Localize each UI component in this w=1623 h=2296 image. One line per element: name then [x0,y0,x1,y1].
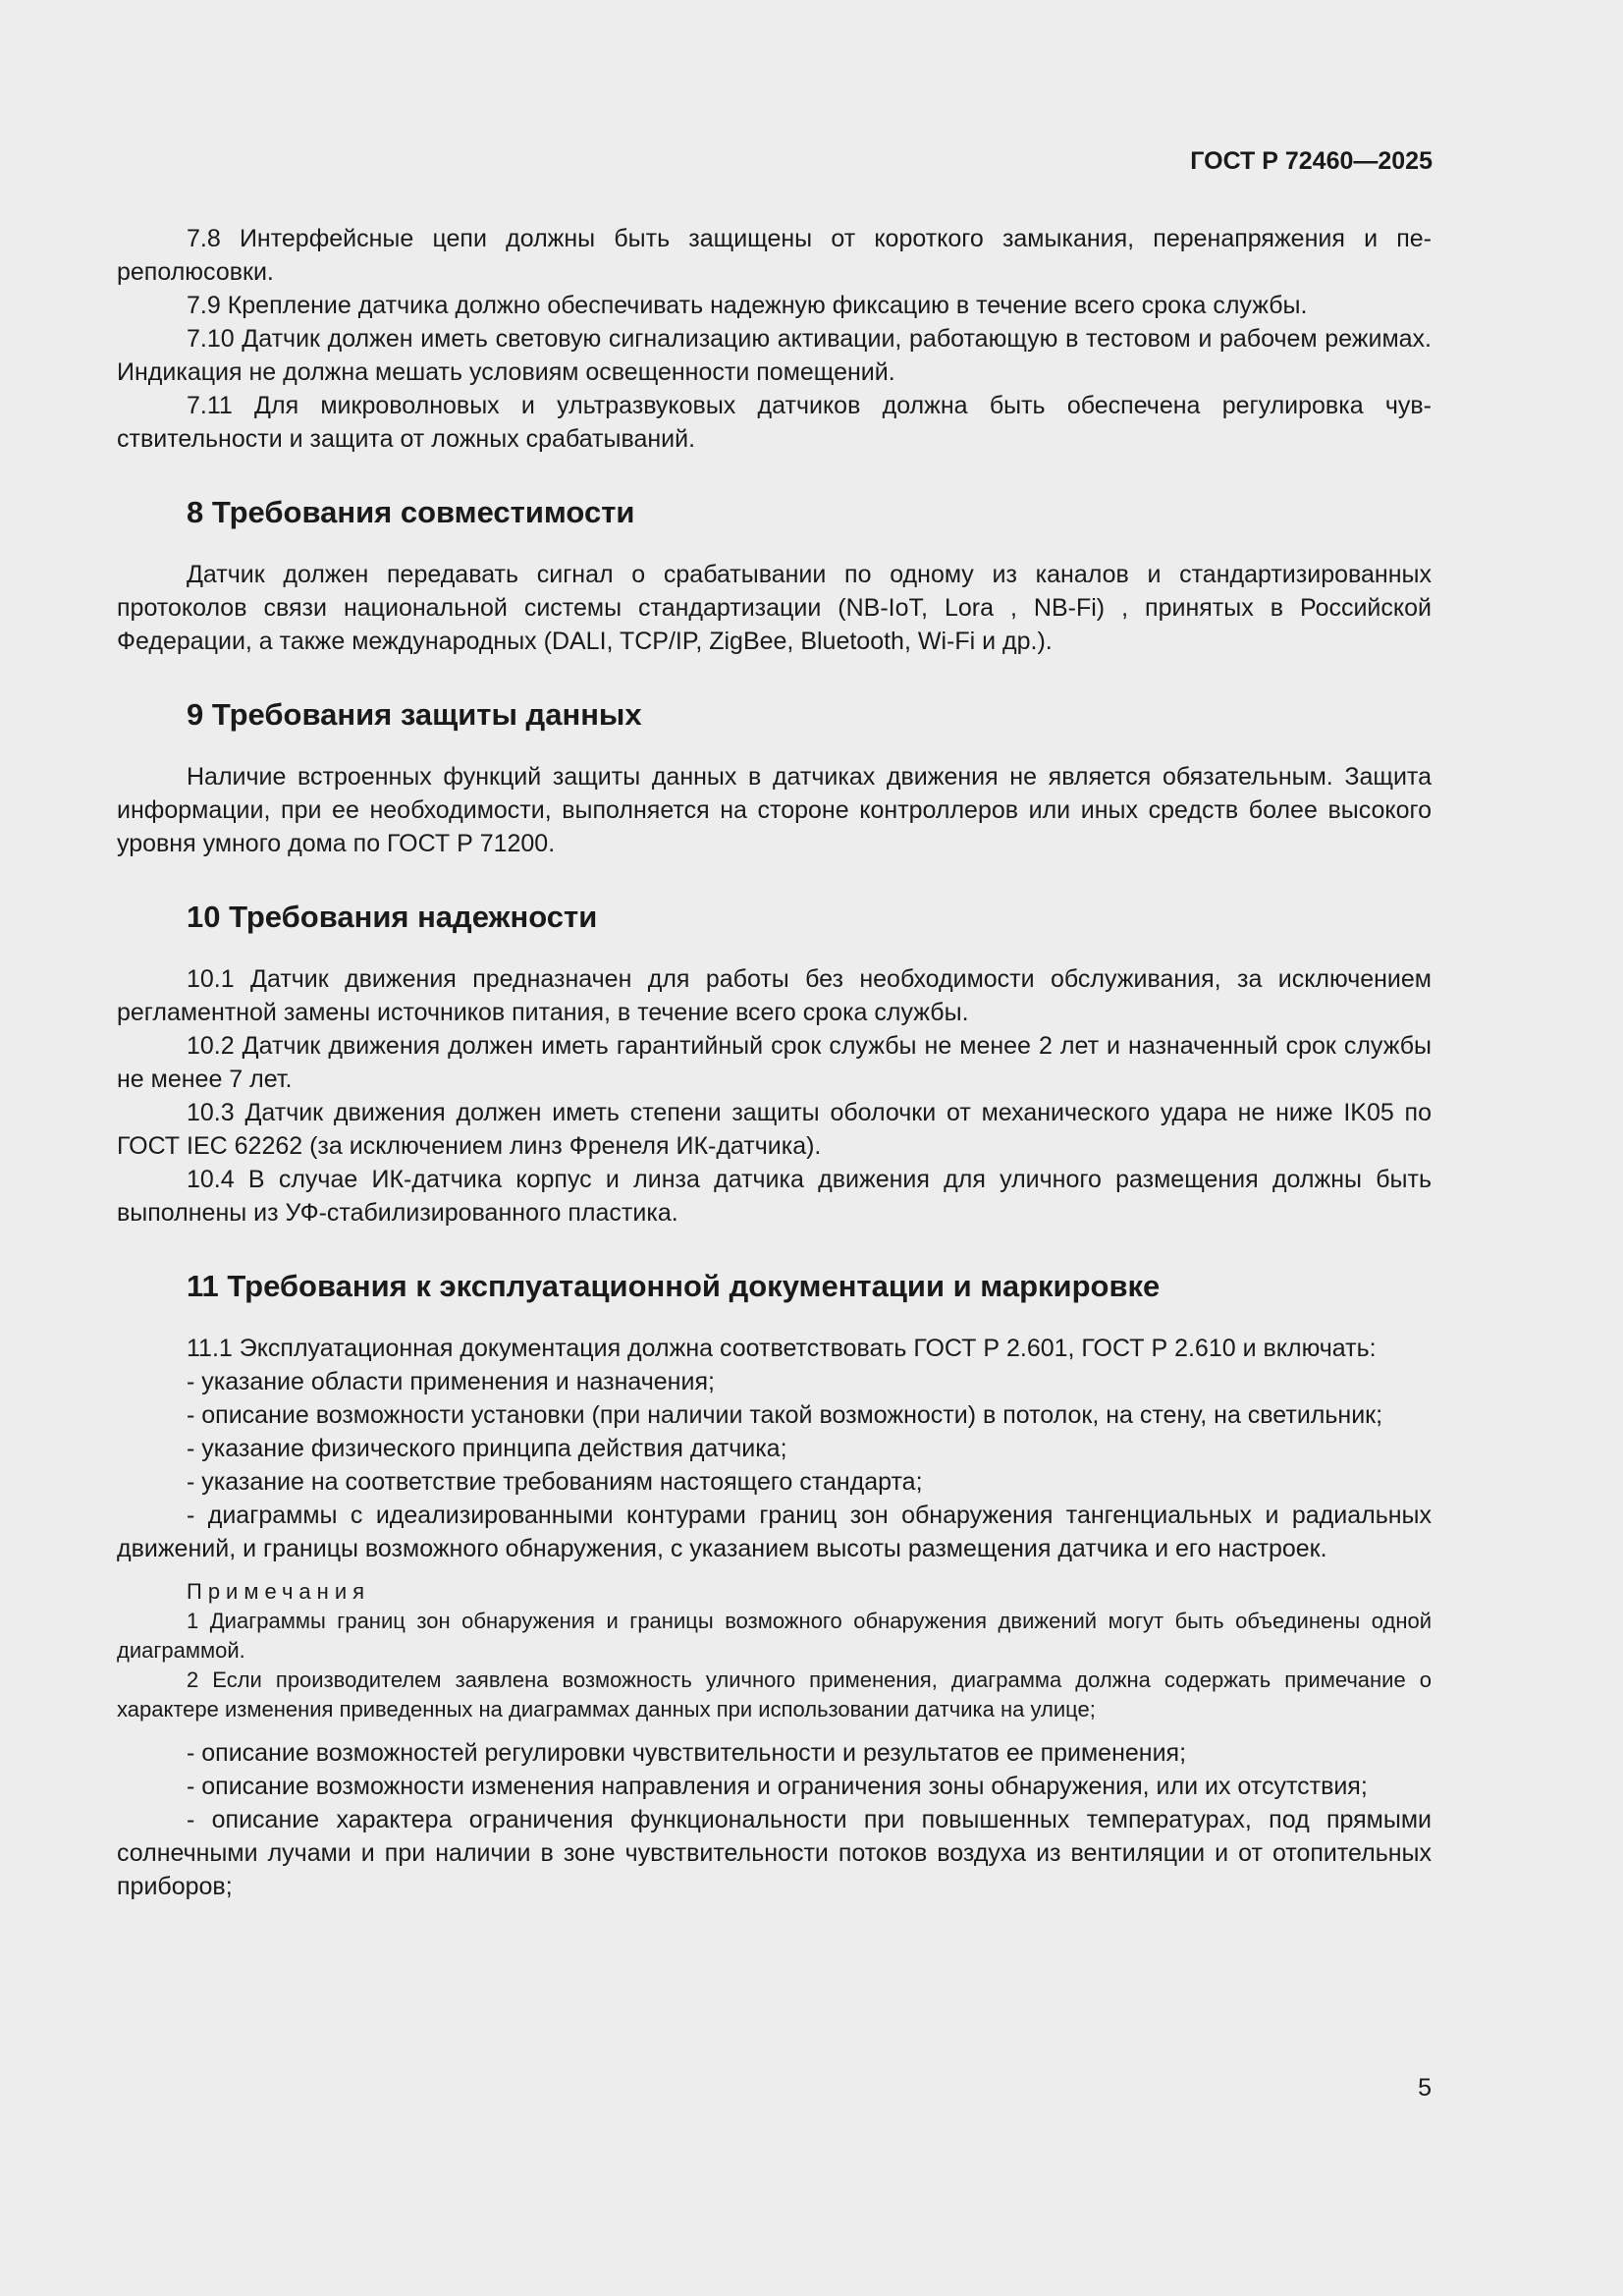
section-9-paragraph: Наличие встроенных функций защиты данных в датчиках движения не является обязательным. Защита информации, при ее необходимости, выполняется на стороне контроллеров или иных средств более высокого уровня умного дома по ГОСТ Р 71200. [117,763,1432,857]
paragraph-10-4: 10.4 В случае ИК-датчика корпус и линза датчика движения для уличного размещения должны быть выполнены из УФ-стабилизированного пластика. [117,1166,1432,1227]
section-8-paragraph: Датчик должен передавать сигнал о срабатывании по одному из каналов и стандартизированных протоколов связи национальной системы стандартизации (NB-IoT, Lora , NB-Fi) , принятых в Российской Федерации, а также международных (DALI, TCP/IP, ZigBee, Bluetooth, Wi-Fi и др.). [117,561,1432,655]
list-item: - указание на соответствие требованиям настоящего стандарта; [187,1468,923,1496]
list-item: - описание возможностей регулировки чувствительности и результатов ее применения; [187,1739,1187,1767]
paragraph-10-3: 10.3 Датчик движения должен иметь степени защиты оболочки от механического удара не ниже IK05 по ГОСТ IEC 62262 (за исключением линз Френеля ИК-датчика). [117,1099,1432,1160]
list-item: - указание физического принципа действия датчика; [187,1435,787,1462]
list-item: - диаграммы с идеализированными контурами границ зон обнаружения тангенциальных и радиальных движений, и границы возможного обнаружения, с указанием высоты размещения датчика и его настроек. [117,1502,1432,1562]
note-item: 1 Диаграммы границ зон обнаружения и границы возможного обнаружения движений могут быть объединены одной диаграммой. [117,1609,1432,1663]
paragraph-10-2: 10.2 Датчик движения должен иметь гарантийный срок службы не менее 2 лет и назначенный срок службы не менее 7 лет. [117,1032,1432,1093]
page-content [117,222,1432,1903]
paragraph-11-1: 11.1 Эксплуатационная документация должна соответствовать ГОСТ Р 2.601, ГОСТ Р 2.610 и включать: [187,1335,1377,1362]
section-10-heading: 10 Требования надежности [187,900,598,934]
list-item: - описание возможности установки (при наличии такой возможности) в потолок, на стену, на светильник; [187,1401,1383,1429]
paragraph-7-8: 7.8 Интерфейсные цепи должны быть защищены от короткого замыкания, перенапряжения и переполюсовки. [117,225,1432,286]
note-item: 2 Если производителем заявлена возможность уличного применения, диаграмма должна содержать примечание о характере изменения приведенных на диаграммах данных при использовании датчика на улице; [117,1667,1432,1722]
list-item: - указание области применения и назначения; [187,1368,715,1395]
paragraph-7-11: 7.11 Для микроволновых и ультразвуковых датчиков должна быть обеспечена регулировка чувствительности и защита от ложных срабатываний. [117,392,1432,453]
standard-code-header: ГОСТ Р 72460—2025 [1190,147,1433,175]
list-item: - описание характера ограничения функциональности при повышенных температурах, под прямыми солнечными лучами и при наличии в зоне чувствительности потоков воздуха из вентиляции и от отопительных приборов; [117,1806,1432,1900]
section-8-heading: 8 Требования совместимости [187,495,635,529]
notes-block [117,1577,1432,1724]
paragraph-7-9: 7.9 Крепление датчика должно обеспечивать надежную фиксацию в течение всего срока службы. [187,292,1308,319]
paragraph-10-1: 10.1 Датчик движения предназначен для работы без необходимости обслуживания, за исключением регламентной замены источников питания, в течение всего срока службы. [117,965,1432,1026]
list-item: - описание возможности изменения направления и ограничения зоны обнаружения, или их отсутствия; [187,1773,1368,1800]
page-number: 5 [1418,2074,1432,2102]
section-11-heading: 11 Требования к эксплуатационной документации и маркировке [187,1269,1161,1303]
notes-title: Примечания [187,1579,371,1604]
section-9-heading: 9 Требования защиты данных [187,697,642,732]
paragraph-7-10: 7.10 Датчик должен иметь световую сигнализацию активации, работающую в тестовом и рабочем режимах. Индикация не должна мешать условиям освещенности помещений. [117,325,1432,386]
